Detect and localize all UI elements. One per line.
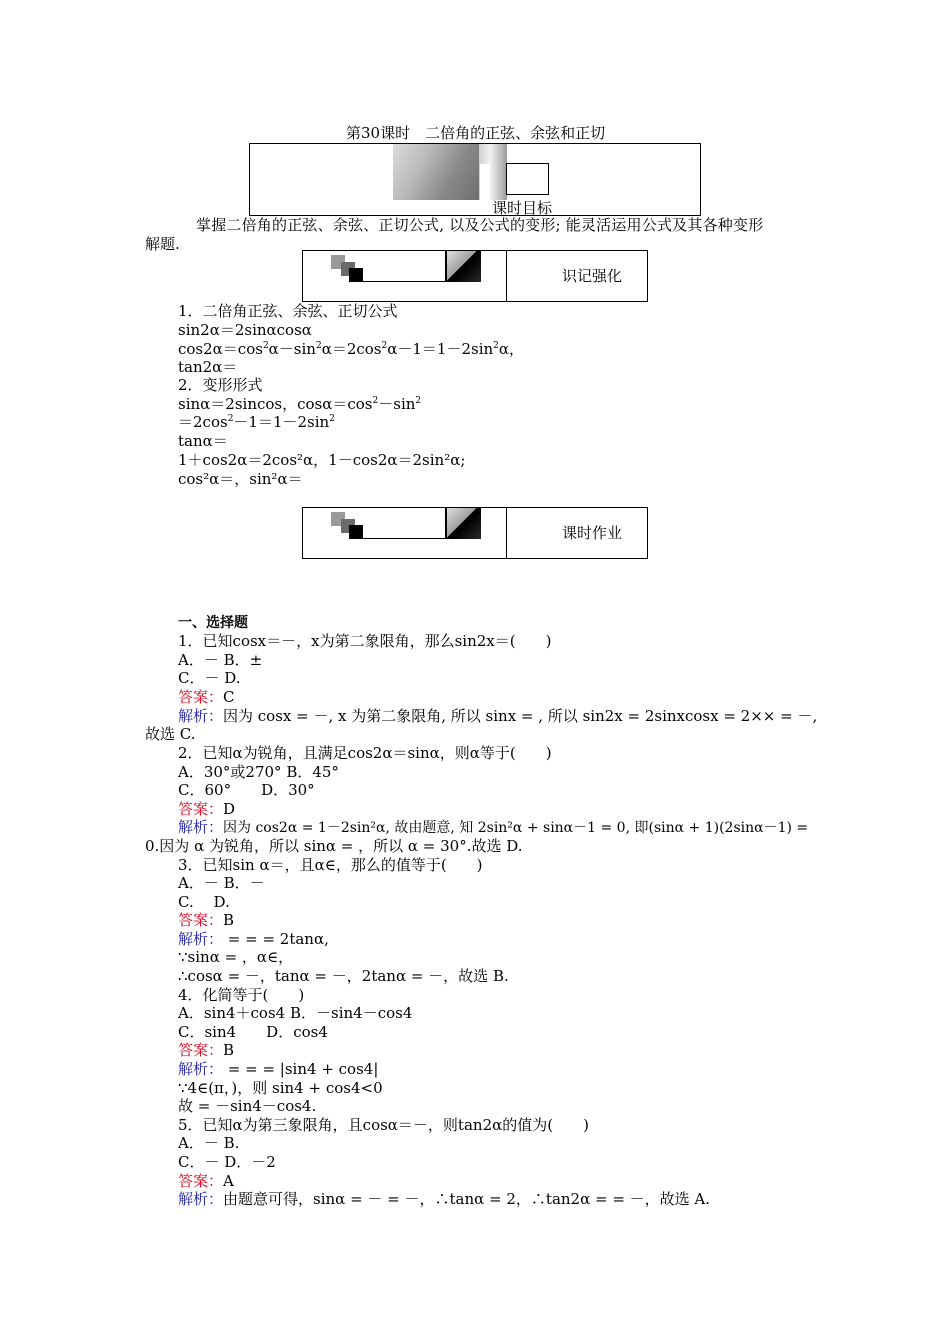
q1-analysis [178, 707, 817, 726]
q3-answer [178, 911, 234, 930]
answer-value: C [223, 688, 235, 706]
deco-line [363, 281, 445, 282]
q4-analysis-3: 故 = －sin4－cos4. [178, 1097, 317, 1115]
goal-banner [249, 143, 701, 216]
q4-options-cd: C．sin4 D．cos4 [178, 1023, 328, 1041]
formula-sina: sinα＝2sincos，$\cos\alpha=\cos^2-\sin^2$ [178, 395, 422, 413]
q5-analysis [178, 1190, 710, 1209]
q2-stem: 2．已知α为锐角，且满足cos2α＝sinα，则α等于( ) [178, 744, 552, 762]
analysis-label: 解析： [178, 1060, 224, 1078]
q1-options-cd: C．－ D. [178, 669, 241, 687]
banner-notch [480, 164, 490, 200]
deco-line [363, 538, 445, 539]
q2-analysis-cont: 0.因为 α 为锐角，所以 sinα = ，所以 α = 30°.故选 D. [145, 837, 523, 855]
answer-value: D [223, 800, 236, 818]
q5-answer [178, 1172, 234, 1191]
q3-options-cd: C. D. [178, 893, 230, 911]
answer-label: 答案： [178, 1041, 224, 1059]
banner-small-box [506, 163, 549, 195]
answer-label: 答案： [178, 911, 224, 929]
q3-analysis-2: ∵sinα = ，α∈， [178, 948, 294, 966]
homework-label: 课时作业 [562, 524, 623, 542]
q5-options-ab: A．－ B. [178, 1134, 240, 1152]
formula-heading-1: 1．二倍角正弦、余弦、正切公式 [178, 302, 398, 320]
page-title: 第30课时 二倍角的正弦、余弦和正切 [346, 124, 606, 142]
goal-line-1: 掌握二倍角的正弦、余弦、正切公式, 以及公式的变形; 能灵活运用公式及其各种变形 [196, 216, 764, 234]
formula-sin2a: sin2α＝2sinαcosα [178, 321, 312, 339]
box-divider [506, 251, 507, 301]
q2-options-cd: C．60° D．30° [178, 781, 315, 799]
analysis-label: 解析： [178, 707, 224, 725]
goal-line-2: 解题. [145, 235, 180, 253]
deco-corner [447, 508, 481, 539]
formula-cos2a: $\cos 2\alpha=\cos^2\alpha-\sin^2\alpha=2\cos^2\alpha-1=1-2\sin^2\alpha$， [178, 340, 525, 358]
q3-analysis [178, 930, 329, 949]
analysis-label: 解析： [178, 1190, 224, 1208]
q4-answer [178, 1041, 234, 1060]
deco-square-black [349, 525, 363, 539]
answer-value: B [223, 1041, 235, 1059]
q1-answer [178, 688, 235, 707]
analysis-text: 因为 cos2α = 1－2sin²α, 故由题意, 知 2sin²α + sinα－1 = 0, 即(sinα + 1)(2sinα－1) = [223, 820, 809, 836]
homework-box [302, 507, 648, 559]
q1-stem: 1．已知cosx＝－，x为第二象限角，那么sin2x＝( ) [178, 632, 552, 650]
section-title: 一、选择题 [178, 615, 248, 631]
q2-answer [178, 800, 235, 819]
q4-stem: 4．化简等于( ) [178, 986, 305, 1004]
answer-label: 答案： [178, 800, 224, 818]
q3-stem: 3．已知sin α＝，且α∈，那么的值等于( ) [178, 856, 483, 874]
banner-label: 课时目标 [492, 199, 553, 217]
formula-cos-cont: $=2\cos^2-1=1-2\sin^2$ [178, 413, 335, 431]
q2-analysis [178, 818, 808, 838]
q1-options-ab: A．－ B．± [178, 651, 263, 669]
q3-analysis-3: ∴cosα = －，tanα = －，2tanα = －，故选 B. [178, 967, 509, 985]
q1-analysis-cont: 故选 C. [145, 725, 196, 743]
q5-stem: 5．已知α为第三象限角，且cosα＝－，则tan2α的值为( ) [178, 1116, 589, 1134]
answer-label: 答案： [178, 688, 224, 706]
banner-gradient [393, 144, 479, 200]
deco-square-black [349, 268, 363, 282]
formula-heading-2: 2．变形形式 [178, 376, 263, 394]
formula-tan2a: tan2α＝ [178, 358, 238, 376]
formula-cos2-sin2: cos²α＝，sin²α＝ [178, 470, 303, 488]
analysis-label: 解析： [178, 930, 224, 948]
formula-tana: tanα＝ [178, 432, 228, 450]
q3-options-ab: A．－ B．－ [178, 874, 265, 892]
answer-label: 答案： [178, 1172, 224, 1190]
answer-value: A [223, 1172, 234, 1190]
analysis-label: 解析： [178, 818, 224, 836]
memory-box [302, 250, 648, 302]
analysis-text: = = = 2tanα, [223, 930, 329, 948]
q2-options-ab: A．30°或270° B．45° [178, 763, 339, 781]
memory-label: 识记强化 [562, 267, 623, 285]
q5-options-cd: C．－ D．－2 [178, 1153, 276, 1171]
q4-options-ab: A．sin4＋cos4 B．－sin4－cos4 [178, 1004, 413, 1022]
analysis-text: 由题意可得，sinα = － = －，∴tanα = 2，∴tan2α = = －，故选 A. [223, 1190, 711, 1208]
formula-half-square: 1＋cos2α＝2cos²α，1－cos2α＝2sin²α; [178, 451, 466, 469]
deco-corner [447, 251, 481, 282]
box-divider [506, 508, 507, 558]
q4-analysis [178, 1060, 378, 1079]
analysis-text: 因为 cosx = －, x 为第二象限角, 所以 sinx = , 所以 sin2x = 2sinxcosx = 2×× = －, [223, 707, 818, 725]
answer-value: B [223, 911, 235, 929]
q4-analysis-2: ∵4∈(π，)，则 sin4 + cos4<0 [178, 1079, 383, 1097]
analysis-text: = = = |sin4 + cos4| [223, 1060, 379, 1078]
